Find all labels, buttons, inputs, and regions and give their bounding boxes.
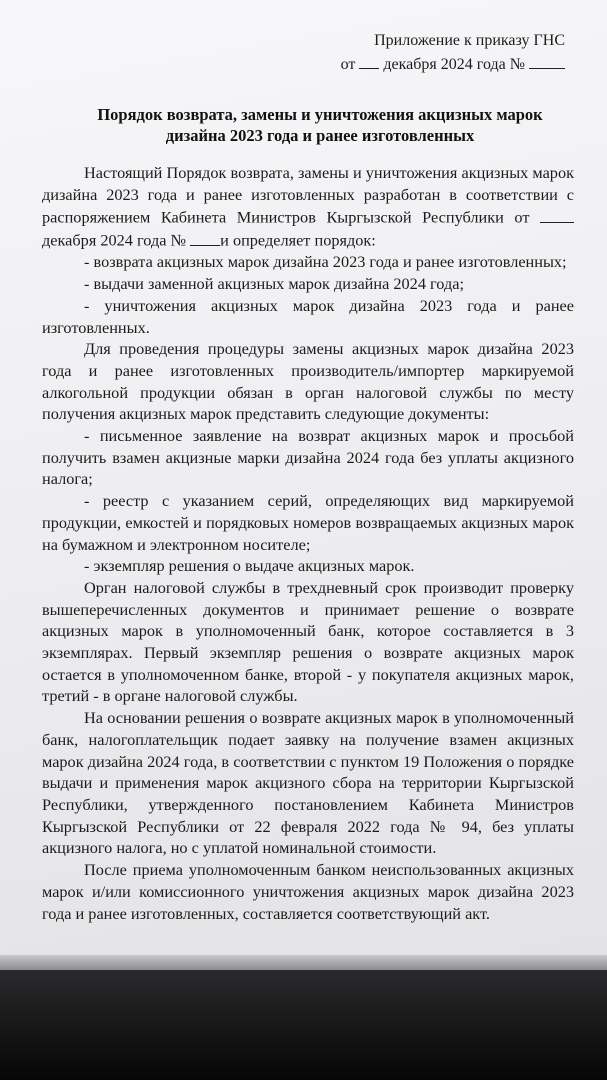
paragraph-verification: Орган налоговой службы в трехдневный срок производит проверку вышеперечисленных документов и принимает решение о возврате акцизных марок в уполномоченный банк, которое составляется в 3 экземплярах. Первый экземпляр решения о возврате акцизных марок остается в уполномоченном банке, второй - у покупателя акцизных марок, третий - в органе налоговой службы. <box>42 577 574 706</box>
document-body <box>42 162 574 924</box>
header-date-label: декабря 2024 года № <box>383 56 525 73</box>
intro-date-blank <box>540 205 574 222</box>
title-line-2: дизайна 2023 года и ранее изготовленных <box>165 126 475 145</box>
list-item: - уничтожения акцизных марок дизайна 2023 года и ранее изготовленных. <box>42 295 574 337</box>
paragraph-intro <box>42 162 574 251</box>
paragraph-replacement: Для проведения процедуры замены акцизных марок дизайна 2023 года и ранее изготовленных производитель/импортер маркируемой алкогольной продукции обязан в орган налоговой службы по месту получения акцизных марок представить следующие документы: <box>42 339 574 424</box>
paragraph-act: После приема уполномоченным банком неиспользованных акцизных марок и/или комиссионного уничтожения акцизных марок дизайна 2023 года и ранее изготовленных, составляется соответствующий акт. <box>42 860 574 923</box>
header-from-label: от <box>340 56 356 73</box>
intro-date-text: декабря 2024 года № <box>42 230 187 250</box>
intro-text: Настоящий Порядок возврата, замены и уничтожения акцизных марок дизайна 2023 года и ранее изготовленных разработан в соответствии с распоряжением Кабинета Министров Кыргызской Республики от <box>42 163 574 227</box>
date-blank <box>359 52 379 69</box>
title-line-1: Порядок возврата, замены и уничтожения акцизных марок <box>97 105 543 124</box>
header-line-2 <box>341 52 565 76</box>
document-header <box>341 30 565 76</box>
document-list-item: - реестр с указанием серий, определяющих вид маркируемой продукции, емкостей и порядковых номеров возвращаемых акцизных марок на бумажном и электронном носителе; <box>42 491 574 554</box>
document-list-item: - письменное заявление на возврат акцизных марок и просьбой получить взамен акцизные марки дизайна 2024 года без уплаты акцизного налога; <box>42 426 574 489</box>
dark-background <box>0 970 607 1080</box>
page-bottom-shadow <box>0 955 607 970</box>
intro-tail-text: и определяет порядок: <box>220 230 376 250</box>
document-list-item: - экземпляр решения о выдаче акцизных марок. <box>84 556 415 576</box>
document-title <box>60 104 580 146</box>
intro-number-blank <box>190 228 220 245</box>
list-item: - выдачи заменной акцизных марок дизайна 2024 года; <box>84 274 465 294</box>
number-blank <box>529 52 565 69</box>
list-item: - возврата акцизных марок дизайна 2023 года и ранее изготовленных; <box>84 252 567 272</box>
header-line-1: Приложение к приказу ГНС <box>374 32 565 49</box>
paragraph-application: На основании решения о возврате акцизных марок в уполномоченный банк, налогоплательщик подает заявку на получение взамен акцизных марок дизайна 2024 года, в соответствии с пунктом 19 Положения о порядке выдачи и применения марок акцизного сбора на территории Кыргызской Республики, утвержденного постановлением Кабинета Министров Кыргызской Республики от 22 февраля 2022 года № 94, без уплаты акцизного налога, но с уплатой номинальной стоимости. <box>42 708 574 858</box>
